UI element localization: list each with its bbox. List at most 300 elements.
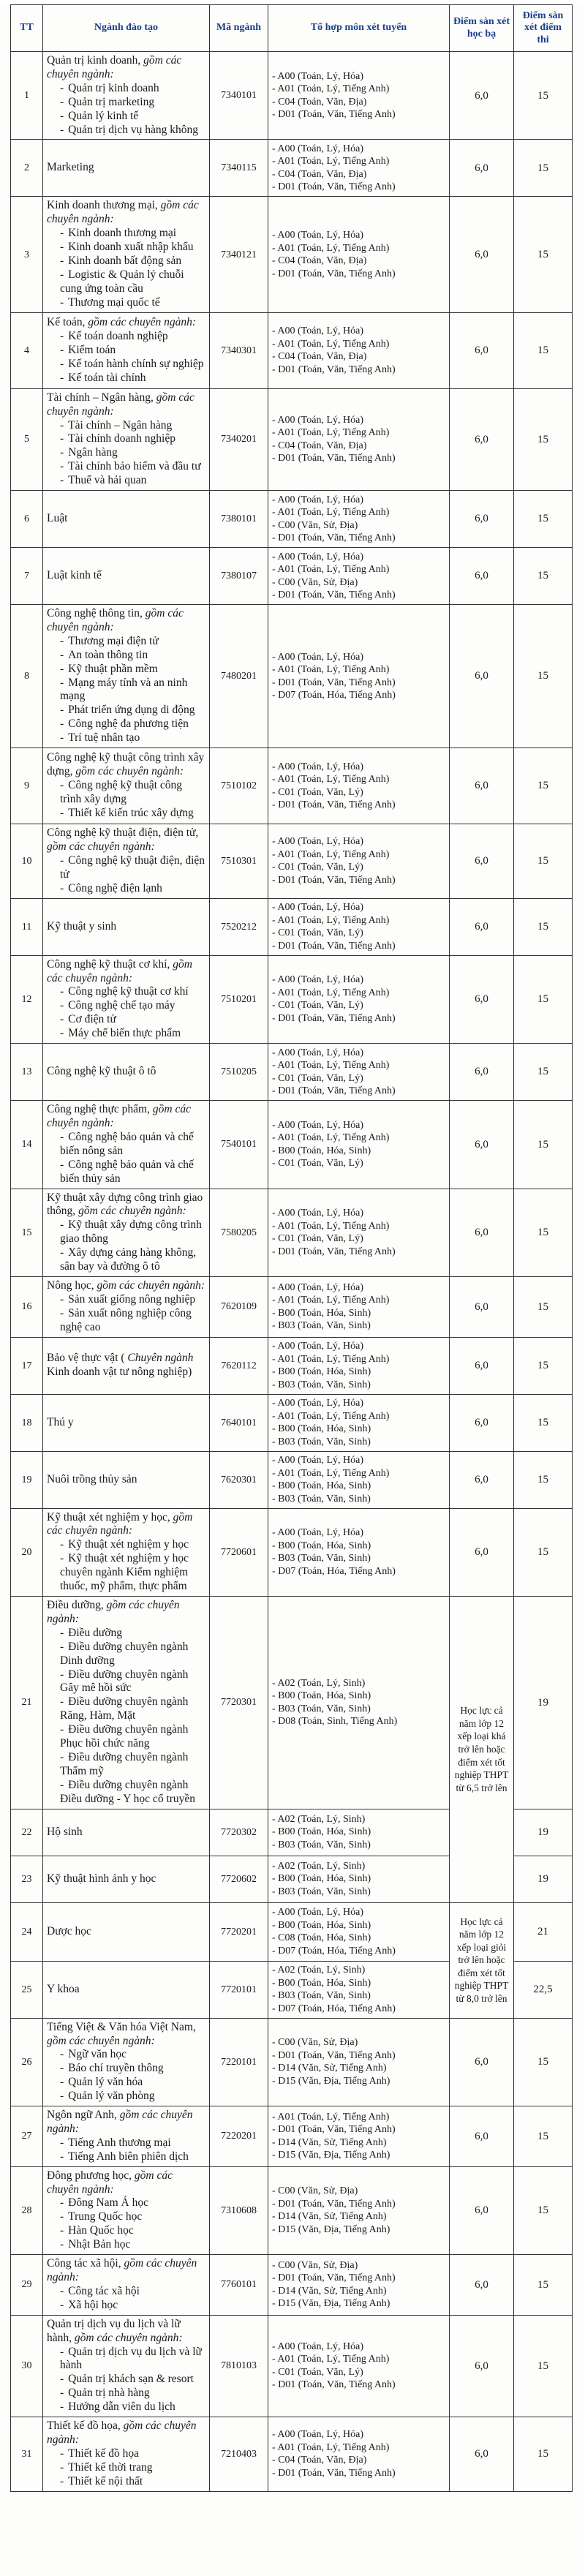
combination-item: - C04 (Toán, Văn, Địa) xyxy=(272,2455,367,2466)
program-title: Công nghệ kỹ thuật ô tô xyxy=(47,1065,156,1078)
combination-item: - C08 (Toán, Hóa, Sinh) xyxy=(272,1932,371,1944)
header-code: Mã ngành xyxy=(210,5,268,52)
combination-item: - A00 (Toán, Lý, Hóa) xyxy=(272,902,363,914)
row-number: 8 xyxy=(11,605,43,748)
program-name xyxy=(43,955,210,1043)
combination-item: - D07 (Toán, Hóa, Tiếng Anh) xyxy=(272,1565,396,1577)
subject-combinations xyxy=(268,2018,450,2106)
specialization-item: - Kỹ thuật xét nghiệm y học chuyên ngành Kiểm nghiệm thuốc, mỹ phẩm, thực phẩm xyxy=(47,1552,205,1594)
table-row xyxy=(11,1337,573,1394)
program-name xyxy=(43,1337,210,1394)
combination-item: - C01 (Toán, Văn, Lý) xyxy=(272,1233,363,1245)
program-title: Quản trị kinh doanh, gồm các chuyên ngành: xyxy=(47,54,182,80)
combination-item: - D01 (Toán, Văn, Tiếng Anh) xyxy=(272,874,396,886)
exam-score: 19 xyxy=(514,1597,573,1809)
transcript-score: 6,0 xyxy=(450,2255,514,2316)
specialization-item: - Kinh doanh bất động sản xyxy=(47,255,205,268)
transcript-score: 6,0 xyxy=(450,1451,514,1508)
combination-item: - B03 (Toán, Văn, Sinh) xyxy=(272,1493,371,1504)
combination-item: - A00 (Toán, Lý, Hóa) xyxy=(272,1527,363,1539)
program-title: Công tác xã hội, gồm các chuyên ngành: xyxy=(47,2257,197,2283)
specialization-item: - Logistic & Quản lý chuỗi cung ứng toàn cầu xyxy=(47,268,205,296)
combination-item: - B03 (Toán, Văn, Sinh) xyxy=(272,1320,371,1332)
combination-item: - A02 (Toán, Lý, Sinh) xyxy=(272,1965,366,1976)
row-number: 29 xyxy=(11,2255,43,2316)
table-row xyxy=(11,2417,573,2492)
row-number: 16 xyxy=(11,1276,43,1337)
specialization-item: - Hàn Quốc học xyxy=(47,2224,205,2238)
combination-item: - C00 (Văn, Sử, Địa) xyxy=(272,519,358,531)
exam-score: 15 xyxy=(514,1451,573,1508)
combination-item: - A01 (Toán, Lý, Tiếng Anh) xyxy=(272,338,390,350)
specialization-item: - An toàn thông tin xyxy=(47,649,205,663)
program-title: Kế toán, gồm các chuyên ngành: xyxy=(47,315,197,328)
program-name xyxy=(43,2255,210,2316)
exam-score: 15 xyxy=(514,2166,573,2254)
subject-combinations xyxy=(268,1276,450,1337)
program-name xyxy=(43,1394,210,1451)
combination-item: - C01 (Toán, Văn, Lý) xyxy=(272,1158,363,1170)
specialization-item: - Báo chí truyền thông xyxy=(47,2062,205,2076)
specialization-item: - Sản xuất giống nông nghiệp xyxy=(47,1293,205,1307)
row-number: 9 xyxy=(11,748,43,824)
combination-item: - A00 (Toán, Lý, Hóa) xyxy=(272,761,363,772)
program-name xyxy=(43,140,210,197)
combination-item: - D01 (Toán, Văn, Tiếng Anh) xyxy=(272,2272,396,2284)
table-row xyxy=(11,898,573,955)
program-title-italic: gồm các chuyên ngành: xyxy=(47,2257,197,2283)
specialization-item: - Thương mại điện tử xyxy=(47,635,205,649)
combination-item: - C04 (Toán, Văn, Địa) xyxy=(272,96,367,108)
row-number: 3 xyxy=(11,197,43,312)
combination-item: - A00 (Toán, Lý, Hóa) xyxy=(272,1281,363,1293)
program-code: 7510205 xyxy=(210,1044,268,1101)
combination-item: - C04 (Toán, Văn, Địa) xyxy=(272,351,367,363)
combination-item: - B00 (Toán, Hóa, Sinh) xyxy=(272,1366,371,1378)
combination-item: - A00 (Toán, Lý, Hóa) xyxy=(272,551,363,562)
exam-score: 19 xyxy=(514,1856,573,1902)
row-number: 17 xyxy=(11,1337,43,1394)
exam-score: 15 xyxy=(514,824,573,899)
combination-item: - C01 (Toán, Văn, Lý) xyxy=(272,1072,363,1084)
transcript-score: 6,0 xyxy=(450,1394,514,1451)
row-number: 27 xyxy=(11,2106,43,2167)
program-title-italic: gồm các chuyên ngành: xyxy=(47,1599,180,1625)
specialization-item: - Ngân hàng xyxy=(47,446,205,460)
combination-item: - A01 (Toán, Lý, Tiếng Anh) xyxy=(272,564,390,576)
combination-item: - D01 (Toán, Văn, Tiếng Anh) xyxy=(272,590,396,601)
row-number: 14 xyxy=(11,1101,43,1189)
specialization-item: - Quản lý văn hóa xyxy=(47,2076,205,2090)
program-code: 7640101 xyxy=(210,1394,268,1451)
combination-item: - A00 (Toán, Lý, Hóa) xyxy=(272,974,363,986)
row-number: 21 xyxy=(11,1597,43,1809)
table-row xyxy=(11,1044,573,1101)
specialization-item: - Điều dưỡng chuyên ngành Thẩm mỹ xyxy=(47,1751,205,1779)
subject-combinations xyxy=(268,1451,450,1508)
specialization-item: - Điều dưỡng chuyên ngành Điều dưỡng - Y học cổ truyền xyxy=(47,1779,205,1807)
row-number: 26 xyxy=(11,2018,43,2106)
row-number: 1 xyxy=(11,52,43,140)
program-code: 7210403 xyxy=(210,2417,268,2492)
subject-combinations xyxy=(268,1044,450,1101)
program-code: 7310608 xyxy=(210,2166,268,2254)
program-title-italic: gồm các chuyên ngành: xyxy=(47,391,195,418)
combination-item: - B03 (Toán, Văn, Sinh) xyxy=(272,1436,371,1447)
row-number: 2 xyxy=(11,140,43,197)
table-row xyxy=(11,388,573,490)
combination-item: - A01 (Toán, Lý, Tiếng Anh) xyxy=(272,1060,390,1072)
subject-combinations xyxy=(268,491,450,548)
combination-item: - B00 (Toán, Hóa, Sinh) xyxy=(272,1919,371,1931)
program-name xyxy=(43,1101,210,1189)
exam-score: 15 xyxy=(514,491,573,548)
combination-item: - A00 (Toán, Lý, Hóa) xyxy=(272,230,363,241)
program-name xyxy=(43,1809,210,1856)
combination-item: - A01 (Toán, Lý, Tiếng Anh) xyxy=(272,83,390,95)
specialization-item: - Kỹ thuật xây dựng công trình giao thông xyxy=(47,1219,205,1246)
program-code: 7720101 xyxy=(210,1961,268,2018)
exam-score: 15 xyxy=(514,140,573,197)
program-title-italic: gồm các chuyên ngành: xyxy=(47,54,182,80)
table-row xyxy=(11,824,573,899)
program-name xyxy=(43,1597,210,1809)
program-code: 7220101 xyxy=(210,2018,268,2106)
row-number: 19 xyxy=(11,1451,43,1508)
row-number: 31 xyxy=(11,2417,43,2492)
program-code: 7340201 xyxy=(210,388,268,490)
program-title: Công nghệ kỹ thuật công trình xây dựng, gồm các chuyên ngành: xyxy=(47,751,205,778)
program-title: Công nghệ kỹ thuật cơ khí, gồm các chuyên ngành: xyxy=(47,957,192,984)
program-title-italic: gồm các chuyên ngành: xyxy=(47,2419,197,2446)
transcript-requirement: Học lực cả năm lớp 12 xếp loại khá trở lên hoặc điểm xét tốt nghiệp THPT từ 6,5 trở lên xyxy=(450,1597,514,1903)
transcript-score: 6,0 xyxy=(450,2018,514,2106)
combination-item: - D01 (Toán, Văn, Tiếng Anh) xyxy=(272,2379,396,2391)
program-code: 7510102 xyxy=(210,748,268,824)
specialization-item: - Điều dưỡng xyxy=(47,1627,205,1641)
program-name xyxy=(43,898,210,955)
table-row xyxy=(11,1394,573,1451)
program-code: 7340101 xyxy=(210,52,268,140)
subject-combinations xyxy=(268,1856,450,1902)
specialization-item: - Kinh doanh thương mại xyxy=(47,227,205,241)
exam-score: 15 xyxy=(514,748,573,824)
specialization-item: - Thiết kế thời trang xyxy=(47,2461,205,2475)
exam-score: 15 xyxy=(514,1101,573,1189)
subject-combinations xyxy=(268,1189,450,1276)
table-row xyxy=(11,1101,573,1189)
program-title: Luật xyxy=(47,512,68,525)
program-name xyxy=(43,1856,210,1902)
specialization-item: - Kỹ thuật xét nghiệm y học xyxy=(47,1538,205,1552)
combination-item: - D01 (Toán, Văn, Tiếng Anh) xyxy=(272,2049,396,2061)
table-row xyxy=(11,1508,573,1596)
program-title-italic: gồm các chuyên ngành: xyxy=(47,199,199,226)
specialization-item: - Công tác xã hội xyxy=(47,2285,205,2299)
combination-item: - A01 (Toán, Lý, Tiếng Anh) xyxy=(272,1220,390,1232)
exam-score: 15 xyxy=(514,2255,573,2316)
program-name xyxy=(43,1189,210,1276)
specialization-item: - Trí tuệ nhân tạo xyxy=(47,731,205,745)
table-row xyxy=(11,1276,573,1337)
subject-combinations xyxy=(268,388,450,490)
combination-item: - B03 (Toán, Văn, Sinh) xyxy=(272,1553,371,1564)
row-number: 11 xyxy=(11,898,43,955)
program-title: Đông phương học, gồm các chuyên ngành: xyxy=(47,2169,173,2196)
specialization-item: - Thiết kế kiến trúc xây dựng xyxy=(47,807,205,821)
exam-score: 15 xyxy=(514,1337,573,1394)
combination-item: - A00 (Toán, Lý, Hóa) xyxy=(272,651,363,663)
combination-item: - A01 (Toán, Lý, Tiếng Anh) xyxy=(272,1295,390,1306)
subject-combinations xyxy=(268,197,450,312)
transcript-score: 6,0 xyxy=(450,955,514,1043)
exam-score: 15 xyxy=(514,1394,573,1451)
combination-item: - B00 (Toán, Hóa, Sinh) xyxy=(272,1977,371,1989)
row-number: 6 xyxy=(11,491,43,548)
program-name xyxy=(43,2166,210,2254)
specialization-item: - Quản lý văn phòng xyxy=(47,2090,205,2104)
combination-item: - D01 (Toán, Văn, Tiếng Anh) xyxy=(272,268,396,279)
program-name xyxy=(43,52,210,140)
row-number: 22 xyxy=(11,1809,43,1856)
transcript-score: 6,0 xyxy=(450,52,514,140)
combination-item: - A00 (Toán, Lý, Hóa) xyxy=(272,2340,363,2352)
program-code: 7620112 xyxy=(210,1337,268,1394)
specialization-item: - Thương mại quốc tế xyxy=(47,296,205,310)
transcript-score: 6,0 xyxy=(450,1189,514,1276)
program-title: Quản trị dịch vụ du lịch và lữ hành, gồm các chuyên ngành: xyxy=(47,2317,183,2344)
specialization-item: - Kế toán hành chính sự nghiệp xyxy=(47,358,205,372)
combination-item: - A00 (Toán, Lý, Hóa) xyxy=(272,1047,363,1058)
subject-combinations xyxy=(268,2255,450,2316)
row-number: 10 xyxy=(11,824,43,899)
subject-combinations xyxy=(268,2315,450,2417)
program-code: 7540101 xyxy=(210,1101,268,1189)
combination-item: - C00 (Văn, Sử, Địa) xyxy=(272,2259,358,2271)
combination-item: - A02 (Toán, Lý, Sinh) xyxy=(272,1813,366,1825)
program-title: Công nghệ thực phẩm, gồm các chuyên ngành: xyxy=(47,1103,191,1129)
combination-item: - A01 (Toán, Lý, Tiếng Anh) xyxy=(272,987,390,998)
program-code: 7720602 xyxy=(210,1856,268,1902)
table-row xyxy=(11,1451,573,1508)
combination-item: - D01 (Toán, Văn, Tiếng Anh) xyxy=(272,940,396,952)
specialization-item: - Điều dưỡng chuyên ngành Răng, Hàm, Mặt xyxy=(47,1695,205,1723)
specialization-item: - Thiết kế nội thất xyxy=(47,2475,205,2489)
table-row xyxy=(11,1597,573,1809)
program-name xyxy=(43,388,210,490)
program-name xyxy=(43,2417,210,2492)
program-code: 7720201 xyxy=(210,1902,268,1961)
combination-item: - A00 (Toán, Lý, Hóa) xyxy=(272,1398,363,1409)
subject-combinations xyxy=(268,1961,450,2018)
combination-item: - A01 (Toán, Lý, Tiếng Anh) xyxy=(272,774,390,786)
specialization-item: - Kế toán tài chính xyxy=(47,372,205,385)
combination-item: - C04 (Toán, Văn, Địa) xyxy=(272,440,367,451)
combination-item: - A01 (Toán, Lý, Tiếng Anh) xyxy=(272,2354,390,2365)
exam-score: 15 xyxy=(514,1189,573,1276)
combination-item: - D07 (Toán, Hóa, Tiếng Anh) xyxy=(272,2003,396,2014)
combination-item: - A00 (Toán, Lý, Hóa) xyxy=(272,1455,363,1466)
program-code: 7620109 xyxy=(210,1276,268,1337)
specialization-item: - Tài chính doanh nghiệp xyxy=(47,432,205,446)
program-name xyxy=(43,2018,210,2106)
program-title: Điều dưỡng, gồm các chuyên ngành: xyxy=(47,1599,180,1625)
program-code: 7760101 xyxy=(210,2255,268,2316)
header-row xyxy=(11,5,573,52)
program-title: Kỹ thuật xây dựng công trình giao thông, gồm các chuyên ngành: xyxy=(47,1191,203,1218)
row-number: 30 xyxy=(11,2315,43,2417)
specialization-item: - Quản trị dịch vụ hàng không xyxy=(47,124,205,138)
table-row xyxy=(11,1902,573,1961)
transcript-score: 6,0 xyxy=(450,824,514,899)
subject-combinations xyxy=(268,1101,450,1189)
subject-combinations xyxy=(268,1337,450,1394)
combination-item: - B00 (Toán, Hóa, Sinh) xyxy=(272,1145,371,1156)
combination-item: - B00 (Toán, Hóa, Sinh) xyxy=(272,1480,371,1492)
specialization-item: - Xây dựng cảng hàng không, sân bay và đường ô tô xyxy=(47,1246,205,1274)
row-number: 23 xyxy=(11,1856,43,1902)
transcript-score: 6,0 xyxy=(450,388,514,490)
program-title: Nông học, gồm các chuyên ngành: xyxy=(47,1278,205,1292)
program-name xyxy=(43,2106,210,2167)
combination-item: - A00 (Toán, Lý, Hóa) xyxy=(272,836,363,848)
combination-item: - A00 (Toán, Lý, Hóa) xyxy=(272,325,363,337)
combination-item: - A01 (Toán, Lý, Tiếng Anh) xyxy=(272,2111,390,2123)
row-number: 15 xyxy=(11,1189,43,1276)
combination-item: - A00 (Toán, Lý, Hóa) xyxy=(272,143,363,154)
combination-item: - C00 (Văn, Sử, Địa) xyxy=(272,576,358,588)
transcript-score: 6,0 xyxy=(450,2106,514,2167)
specialization-item: - Ngữ văn học xyxy=(47,2048,205,2062)
combination-item: - D14 (Văn, Sử, Tiếng Anh) xyxy=(272,2285,387,2297)
specialization-item: - Kinh doanh xuất nhập khẩu xyxy=(47,241,205,255)
specialization-item: - Đông Nam Á học xyxy=(47,2196,205,2210)
specialization-item: - Quản trị kinh doanh xyxy=(47,82,205,96)
exam-score: 15 xyxy=(514,1276,573,1337)
specialization-item: - Công nghệ đa phương tiện xyxy=(47,718,205,731)
subject-combinations xyxy=(268,52,450,140)
specialization-item: - Công nghệ kỹ thuật cơ khí xyxy=(47,985,205,999)
table-row xyxy=(11,140,573,197)
specialization-item: - Quản trị nhà hàng xyxy=(47,2387,205,2400)
specialization-item: - Điều dưỡng chuyên ngành Phục hồi chức năng xyxy=(47,1723,205,1751)
combination-item: - C01 (Toán, Văn, Lý) xyxy=(272,862,363,873)
table-row xyxy=(11,2106,573,2167)
transcript-score: 6,0 xyxy=(450,2166,514,2254)
exam-score: 15 xyxy=(514,1508,573,1596)
table-row xyxy=(11,2315,573,2417)
header-transcript-score: Điểm sàn xét học bạ xyxy=(450,5,514,52)
specialization-item: - Mạng máy tính và an ninh mạng xyxy=(47,677,205,704)
subject-combinations xyxy=(268,748,450,824)
specialization-item: - Phát triển ứng dụng di động xyxy=(47,704,205,718)
transcript-score: 6,0 xyxy=(450,748,514,824)
exam-score: 15 xyxy=(514,1044,573,1101)
program-code: 7810103 xyxy=(210,2315,268,2417)
row-number: 20 xyxy=(11,1508,43,1596)
program-title-italic: gồm các chuyên ngành: xyxy=(75,765,184,778)
combination-item: - C01 (Toán, Văn, Lý) xyxy=(272,927,363,939)
subject-combinations xyxy=(268,140,450,197)
subject-combinations xyxy=(268,1394,450,1451)
row-number: 12 xyxy=(11,955,43,1043)
specialization-item: - Công nghệ bảo quản và chế biến nông sản xyxy=(47,1131,205,1159)
combination-item: - D01 (Toán, Văn, Tiếng Anh) xyxy=(272,453,396,464)
combination-item: - A01 (Toán, Lý, Tiếng Anh) xyxy=(272,914,390,926)
combination-item: - A01 (Toán, Lý, Tiếng Anh) xyxy=(272,664,390,676)
combination-item: - A01 (Toán, Lý, Tiếng Anh) xyxy=(272,156,390,167)
combination-item: - C01 (Toán, Văn, Lý) xyxy=(272,786,363,798)
program-code: 7580205 xyxy=(210,1189,268,1276)
program-name xyxy=(43,548,210,605)
header-exam-score: Điểm sàn xét điểm thi xyxy=(514,5,573,52)
combination-item: - A01 (Toán, Lý, Tiếng Anh) xyxy=(272,1410,390,1422)
combination-item: - A01 (Toán, Lý, Tiếng Anh) xyxy=(272,2441,390,2453)
specialization-item: - Máy chế biến thực phẩm xyxy=(47,1027,205,1041)
combination-item: - D15 (Văn, Địa, Tiếng Anh) xyxy=(272,2223,390,2235)
combination-item: - D01 (Toán, Văn, Tiếng Anh) xyxy=(272,364,396,375)
program-name xyxy=(43,1902,210,1961)
specialization-item: - Quản trị khách sạn & resort xyxy=(47,2373,205,2387)
program-code: 7620301 xyxy=(210,1451,268,1508)
row-number: 24 xyxy=(11,1902,43,1961)
program-name xyxy=(43,1044,210,1101)
program-code: 7220201 xyxy=(210,2106,268,2167)
combination-item: - D15 (Văn, Địa, Tiếng Anh) xyxy=(272,2298,390,2310)
program-title-italic: gồm các chuyên ngành: xyxy=(47,957,192,984)
combination-item: - D01 (Toán, Văn, Tiếng Anh) xyxy=(272,2198,396,2210)
header-tt: TT xyxy=(11,5,43,52)
exam-score: 15 xyxy=(514,605,573,748)
exam-score: 15 xyxy=(514,898,573,955)
subject-combinations xyxy=(268,1508,450,1596)
program-title: Dược học xyxy=(47,1924,91,1937)
program-name xyxy=(43,824,210,899)
transcript-score: 6,0 xyxy=(450,491,514,548)
program-name xyxy=(43,1451,210,1508)
program-code: 7340301 xyxy=(210,312,268,388)
combination-item: - A00 (Toán, Lý, Hóa) xyxy=(272,1907,363,1918)
program-title-italic: gồm các chuyên ngành: xyxy=(47,2169,173,2196)
exam-score: 15 xyxy=(514,548,573,605)
combination-item: - A00 (Toán, Lý, Hóa) xyxy=(272,1341,363,1352)
specialization-item: - Tài chính bảo hiểm và đầu tư xyxy=(47,460,205,474)
table-row xyxy=(11,1189,573,1276)
combination-item: - A01 (Toán, Lý, Tiếng Anh) xyxy=(272,1132,390,1144)
table-row xyxy=(11,2166,573,2254)
combination-item: - B00 (Toán, Hóa, Sinh) xyxy=(272,1873,371,1885)
specialization-item: - Kỹ thuật phần mềm xyxy=(47,663,205,677)
combination-item: - A01 (Toán, Lý, Tiếng Anh) xyxy=(272,427,390,439)
transcript-score: 6,0 xyxy=(450,197,514,312)
program-title: Kỹ thuật hình ảnh y học xyxy=(47,1872,156,1885)
combination-item: - B00 (Toán, Hóa, Sinh) xyxy=(272,1307,371,1319)
combination-item: - A00 (Toán, Lý, Hóa) xyxy=(272,1208,363,1219)
program-title: Ngôn ngữ Anh, gồm các chuyên ngành: xyxy=(47,2109,193,2135)
program-title: Y khoa xyxy=(47,1982,80,1995)
combination-item: - A02 (Toán, Lý, Sinh) xyxy=(272,1677,366,1689)
combination-item: - C00 (Văn, Sử, Địa) xyxy=(272,2037,358,2049)
transcript-score: 6,0 xyxy=(450,2315,514,2417)
program-code: 7510301 xyxy=(210,824,268,899)
transcript-score: 6,0 xyxy=(450,605,514,748)
subject-combinations xyxy=(268,2106,450,2167)
program-title-italic: gồm các chuyên ngành: xyxy=(47,2109,193,2135)
program-name xyxy=(43,312,210,388)
program-title-italic: gồm các chuyên ngành: xyxy=(47,2034,155,2047)
transcript-score: 6,0 xyxy=(450,1337,514,1394)
exam-score: 15 xyxy=(514,2106,573,2167)
